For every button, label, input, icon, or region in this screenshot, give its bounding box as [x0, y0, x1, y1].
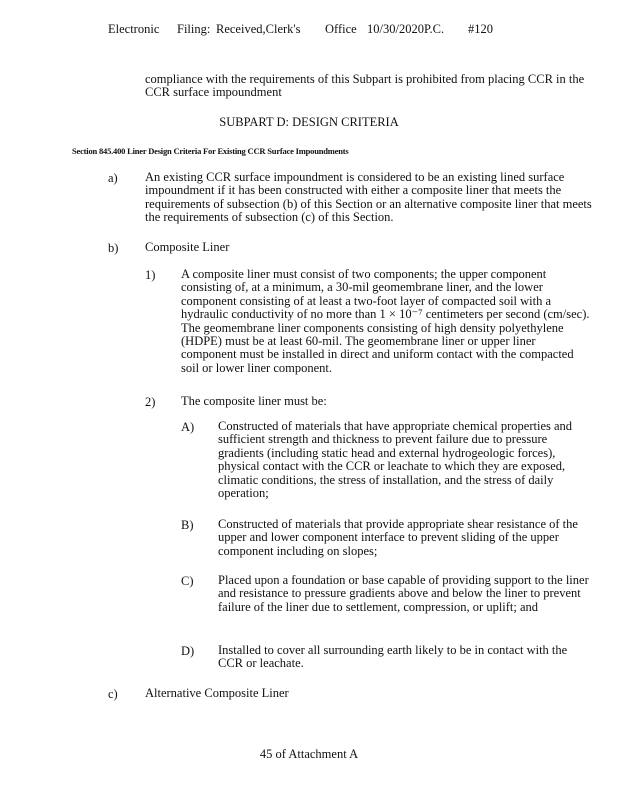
page-footer: 45 of Attachment A — [259, 747, 359, 761]
header-date: 10/30/2020P.C. — [367, 22, 445, 36]
item-c-label: c) — [108, 687, 118, 701]
subpart-title: SUBPART D: DESIGN CRITERIA — [219, 115, 399, 129]
header-electronic: Electronic — [108, 22, 160, 36]
item-b2A-text: Constructed of materials that have appropriate chemical properties and sufficient strength and thickness to prevent failure due to pressure gradients (including static head and external hydrogeologic forces), physical contact with the CCR or leachate to which they are exposed, climatic conditions, the stress of installation, and the stress of daily operation; — [218, 419, 573, 501]
item-b2C-text: Placed upon a foundation or base capable of providing support to the liner and resistance to pressure gradients above and below the liner to prevent failure of the liner due to settlement, compression, or uplift; and — [218, 573, 589, 614]
item-c-title: Alternative Composite Liner — [145, 686, 289, 700]
item-b2D-text: Installed to cover all surrounding earth likely to be in contact with the CCR or leachate. — [218, 643, 568, 671]
item-a-text: An existing CCR surface impoundment is considered to be an existing lined surface impoundment if it has been constructed with either a composite liner that meets the requirements of subsection (b) of this Section or an alternative composite liner that meets the requirements of subsection (c) of this Section. — [145, 170, 592, 225]
section-heading: Section 845.400 Liner Design Criteria For Existing CCR Surface Impoundments — [72, 146, 349, 156]
item-b2D-label: D) — [181, 644, 195, 658]
item-b2-text: The composite liner must be: — [181, 394, 327, 408]
item-b1-label: 1) — [145, 268, 156, 282]
item-b2B-text: Constructed of materials that provide appropriate shear resistance of the upper and lower component interface to prevent sliding of the upper component including on slopes; — [218, 517, 578, 558]
intro-paragraph: compliance with the requirements of this Subpart is prohibited from placing CCR in the CCR surface impoundment — [145, 72, 585, 100]
item-b2A-label: A) — [181, 420, 195, 434]
item-b-label: b) — [108, 241, 119, 255]
header-number: #120 — [468, 22, 493, 36]
item-b2-label: 2) — [145, 395, 156, 409]
item-b1-text: A composite liner must consist of two components; the upper component consisting of, at a minimum, a 30-mil geomembrane liner, and the lower component consisting of at least a two-foot layer of compacted soil with a hydraulic conductivity of no more than 1 × 10⁻⁷ centimeters per second (cm/sec). The geomembrane liner components consisting of high density polyethylene (HDPE) must be at least 60-mil. The geomembrane liner or upper liner component must be installed in direct and uniform contact with the compacted soil or lower liner component. — [181, 267, 590, 375]
header-office: Office — [325, 22, 357, 36]
header-received: Received,Clerk's — [216, 22, 301, 36]
item-b2B-label: B) — [181, 518, 194, 532]
item-b-title: Composite Liner — [145, 240, 230, 254]
item-b2C-label: C) — [181, 574, 194, 588]
header-filing: Filing: — [177, 22, 211, 36]
item-a-label: a) — [108, 171, 118, 185]
